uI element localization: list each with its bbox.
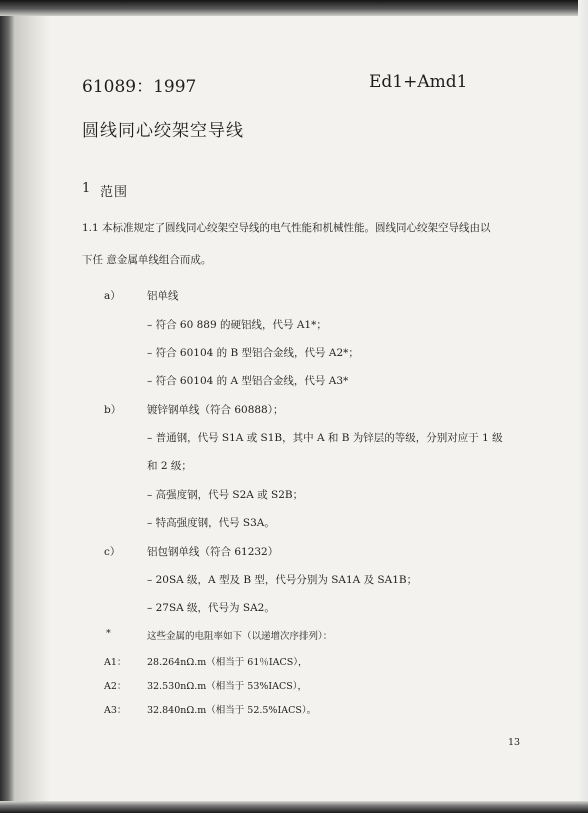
footnote-marker: * — [106, 628, 111, 639]
item-c-heading: 铝包钢单线（符合 61232） — [147, 546, 279, 558]
page-edge-right — [578, 0, 588, 813]
section-number: 1 — [82, 181, 91, 196]
resistivity-value: 32.840nΩ.m（相当于 52.5%IACS）。 — [147, 705, 317, 716]
item-a-marker: a） — [104, 290, 121, 302]
resistivity-code: A3： — [104, 705, 127, 716]
intro-line-1: 1.1 本标准规定了圆线同心绞架空导线的电气性能和机械性能。圆线同心绞架空导线由以 — [82, 222, 491, 234]
item-c-bullet: – 20SA 级，A 型及 B 型，代号分别为 SA1A 及 SA1B； — [147, 574, 418, 586]
page-edge-bottom — [0, 801, 588, 813]
item-a-bullet: – 符合 60104 的 B 型铝合金线，代号 A2*； — [147, 347, 359, 359]
page-number: 13 — [508, 737, 521, 748]
item-a-bullet: – 符合 60104 的 A 型铝合金线，代号 A3* — [147, 375, 349, 387]
item-b-marker: b） — [104, 404, 122, 416]
item-b-bullet: 和 2 级； — [147, 460, 192, 472]
section-title: 范围 — [100, 185, 129, 200]
gutter-shadow — [14, 16, 50, 801]
item-b-bullet: – 高强度钢，代号 S2A 或 S2B； — [147, 489, 304, 501]
item-a-bullet: – 符合 60 889 的硬铝线，代号 A1*； — [147, 319, 327, 331]
document-title: 圆线同心绞架空导线 — [82, 121, 244, 141]
item-b-heading: 镀锌钢单线（符合 60888）； — [147, 404, 284, 416]
item-c-marker: c） — [104, 546, 121, 558]
intro-line-2: 下任 意金属单线组合而成。 — [82, 254, 212, 266]
resistivity-code: A2： — [104, 681, 127, 692]
page-edge-top — [0, 0, 588, 16]
item-a-heading: 铝单线 — [147, 290, 179, 302]
resistivity-value: 32.530nΩ.m（相当于 53%IACS）， — [147, 681, 308, 692]
resistivity-code: A1： — [104, 657, 127, 668]
footnote-text: 这些金属的电阻率如下（以递增次序排列）： — [147, 631, 333, 642]
resistivity-value: 28.264nΩ.m（相当于 61％IACS）， — [147, 657, 308, 668]
item-c-bullet: – 27SA 级，代号为 SA2。 — [147, 602, 275, 614]
edition-label: Ed1+Amd1 — [369, 72, 468, 92]
page-edge-left — [0, 0, 14, 813]
item-b-bullet: – 特高强度钢，代号 S3A。 — [147, 517, 275, 529]
standard-number: 61089：1997 — [82, 77, 197, 97]
item-b-bullet: – 普通钢，代号 S1A 或 S1B，其中 A 和 B 为锌层的等级，分别对应于 1 级 — [147, 432, 503, 444]
